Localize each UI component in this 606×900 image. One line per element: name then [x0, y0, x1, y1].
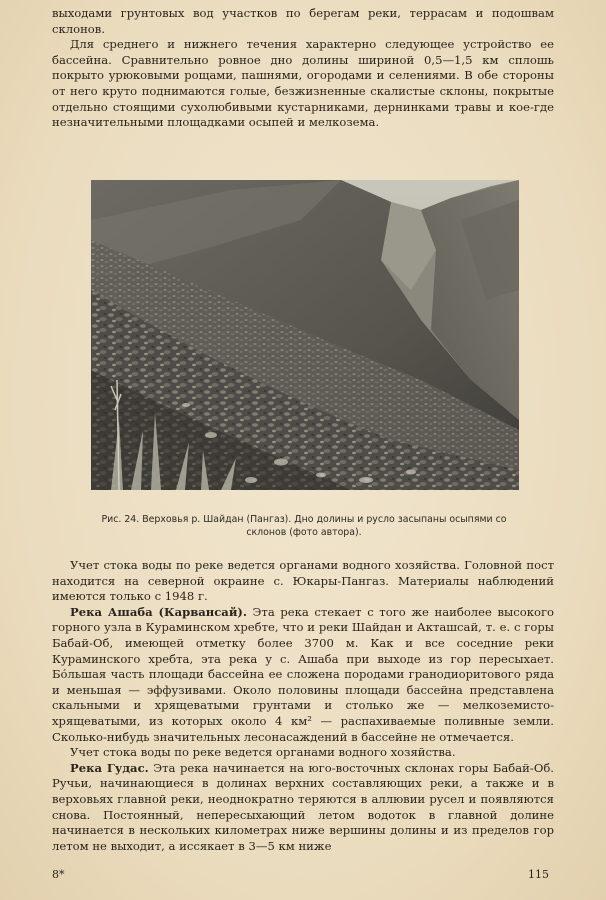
bottom-text — [52, 558, 554, 854]
valley-photo-image — [91, 180, 519, 490]
paragraph: Учет стока воды по реке ведется органами водного хозяйства. — [70, 745, 456, 760]
section-heading: Река Ашаба (Карвансай). — [70, 604, 247, 619]
top-text — [52, 6, 554, 131]
figure-caption: Рис. 24. Верховья р. Шайдан (Пангаз). Дно долины и русло засыпаны осыпями со склонов (фото автора). — [101, 514, 507, 538]
signature-mark: 8* — [52, 868, 65, 881]
paragraph: выходами грунтовых вод участков по берегам реки, террасам и подошвам склонов. — [52, 6, 554, 36]
paragraph-ashaba — [52, 605, 554, 745]
figure-photo — [91, 180, 519, 490]
section-heading: Река Гудас. — [70, 760, 149, 775]
paragraph-text: Эта река стекает с того же наиболее высокого горного узла в Кураминском хребте, что и реки Шайдан и Акташсай, т. е. с горы Бабай-Об, имеющей отметку более 3700 м. Как и все соседние реки Кураминского хребта, эта река у с. Ашаба при выходе из гор пересыхает. Бо́льшая часть площади бассейна ее сложена породами гранодиоритового ряда и меньшая — эффузивами. Около половины площади бассейна представлена скальными и хрящеватыми грунтами и столько же — мелкоземисто-хрящеватыми, из которых около 4 км² — распахиваемые поливные земли. Сколько-нибудь значительных лесонасаждений в бассейне не отмечается. — [52, 604, 555, 744]
paragraph-text: Эта река начинается на юго-восточных склонах горы Бабай-Об. Ручьи, начинающиеся в долинах верхних составляющих реки, а также и в верховьях главной реки, неоднократно теряются в аллювии русел и появляются снова. Постоянный, непересыхающий летом водоток в главной долине начинается в нескольких километрах ниже вершины долины и из пределов гор летом не выходит, а иссякает в 3—5 км ниже — [52, 760, 554, 853]
paragraph: Учет стока воды по реке ведется органами водного хозяйства. Головной пост находится на северной окраине с. Юкары-Пангаз. Материалы наблюдений имеются только с 1948 г. — [52, 558, 554, 604]
paragraph: Для среднего и нижнего течения характерно следующее устройство ее бассейна. Сравнительно ровное дно долины шириной 0,5—1,5 км сплошь покрыто урюковыми рощами, пашнями, огородами и селениями. В обе стороны от него круто поднимаются голые, безжизненные скалистые склоны, покрытые отдельно стоящими сухолюбивыми кустарниками, дернинками травы и кое-где незначительными площадками осыпей и мелкозема. — [52, 37, 554, 130]
page-number: 115 — [528, 868, 549, 881]
paragraph-gudas — [52, 761, 554, 855]
